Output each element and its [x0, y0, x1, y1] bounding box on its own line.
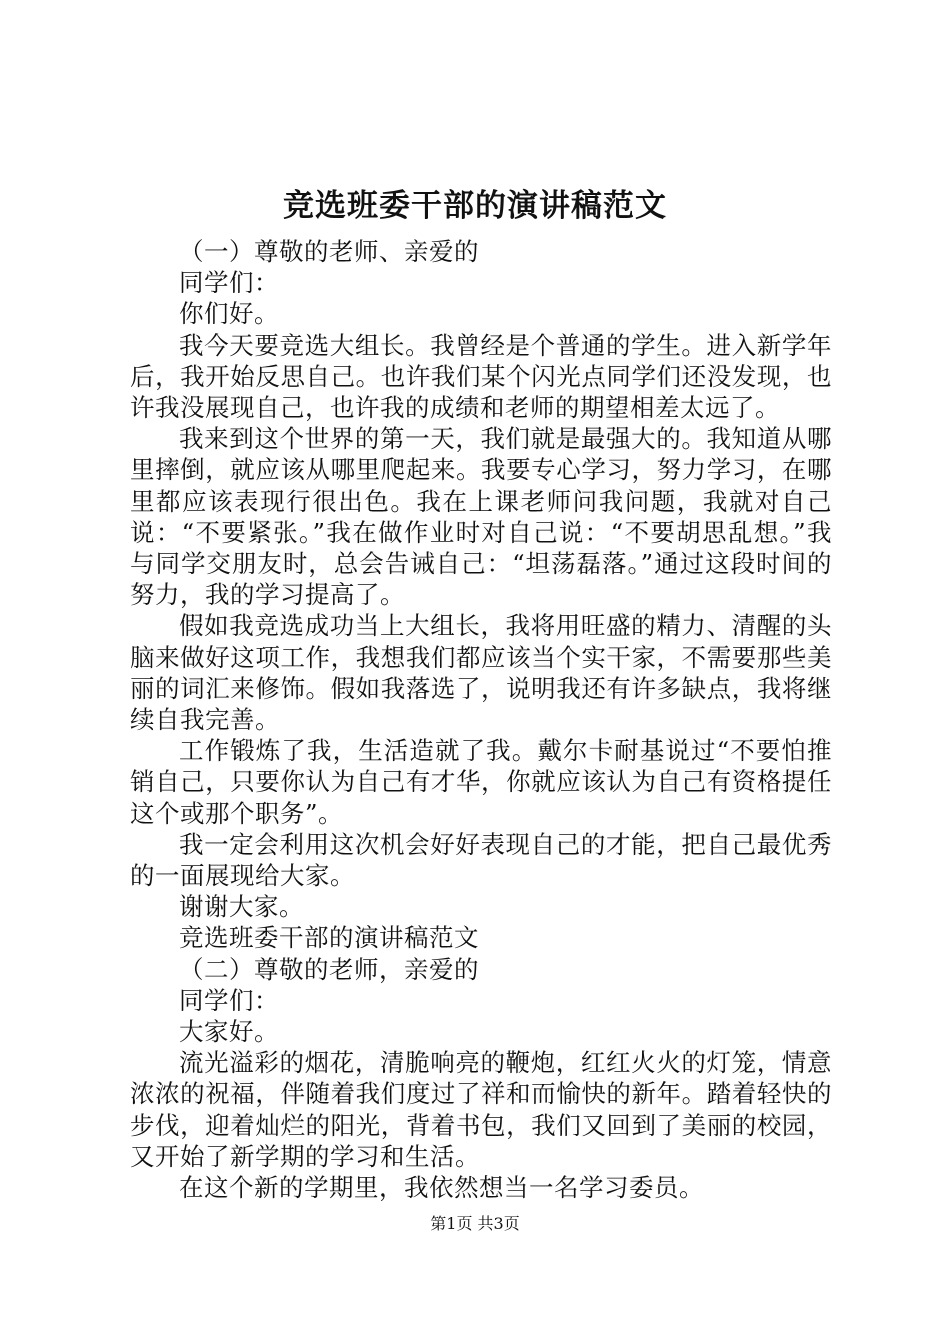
- body-paragraph: 我来到这个世界的第一天，我们就是最强大的。我知道从哪里摔倒，就应该从哪里爬起来。我要专心学习，努力学习，在哪里都应该表现行很出色。我在上课老师问我问题，我就对自己说：“不要紧张。”我在做作业时对自己说：“不要胡思乱想。”我与同学交朋友时，总会告诫自己：“坦荡磊落。”通过这段时间的努力，我的学习提高了。: [130, 424, 832, 610]
- greeting-2: 大家好。: [179, 1017, 279, 1047]
- body-paragraph: 假如我竞选成功当上大组长，我将用旺盛的精力、清醒的头脑来做好这项工作，我想我们都应该当个实干家，不需要那些美丽的词汇来修饰。假如我落选了，说明我还有许多缺点，我将继续自我完善。: [130, 611, 832, 735]
- body-paragraph: 流光溢彩的烟花，清脆响亮的鞭炮，红红火火的灯笼，情意浓浓的祝福，伴随着我们度过了祥和而愉快的新年。踏着轻快的步伐，迎着灿烂的阳光，背着书包，我们又回到了美丽的校园，又开始了新学期的学习和生活。: [130, 1048, 832, 1171]
- body-paragraph: 在这个新的学期里，我依然想当一名学习委员。: [179, 1173, 704, 1203]
- document-body: [130, 236, 832, 1203]
- body-paragraph: 我今天要竞选大组长。我曾经是个普通的学生。进入新学年后，我开始反思自己。也许我们某个闪光点同学们还没发现，也许我没展现自己，也许我的成绩和老师的期望相差太远了。: [130, 330, 832, 423]
- salutation-1: （一）尊敬的老师、亲爱的: [179, 237, 479, 266]
- section-heading-2: 竞选班委干部的演讲稿范文: [179, 923, 479, 953]
- document-title: 竞选班委干部的演讲稿范文: [283, 188, 667, 224]
- body-paragraph: 工作锻炼了我，生活造就了我。戴尔卡耐基说过“不要怕推销自己，只要你认为自己有才华，你就应该认为自己有资格提任这个或那个职务”。: [130, 736, 832, 828]
- salutation-2-cont: 同学们：: [179, 985, 279, 1015]
- page-footer: 第1页 共3页: [430, 1214, 520, 1233]
- closing-1: 谢谢大家。: [179, 892, 304, 922]
- salutation-2: （二）尊敬的老师，亲爱的: [179, 954, 479, 984]
- greeting-1: 你们好。: [179, 299, 279, 329]
- salutation-1-cont: 同学们：: [179, 268, 279, 298]
- body-paragraph: 我一定会利用这次机会好好表现自己的才能，把自己最优秀的一面展现给大家。: [130, 829, 832, 891]
